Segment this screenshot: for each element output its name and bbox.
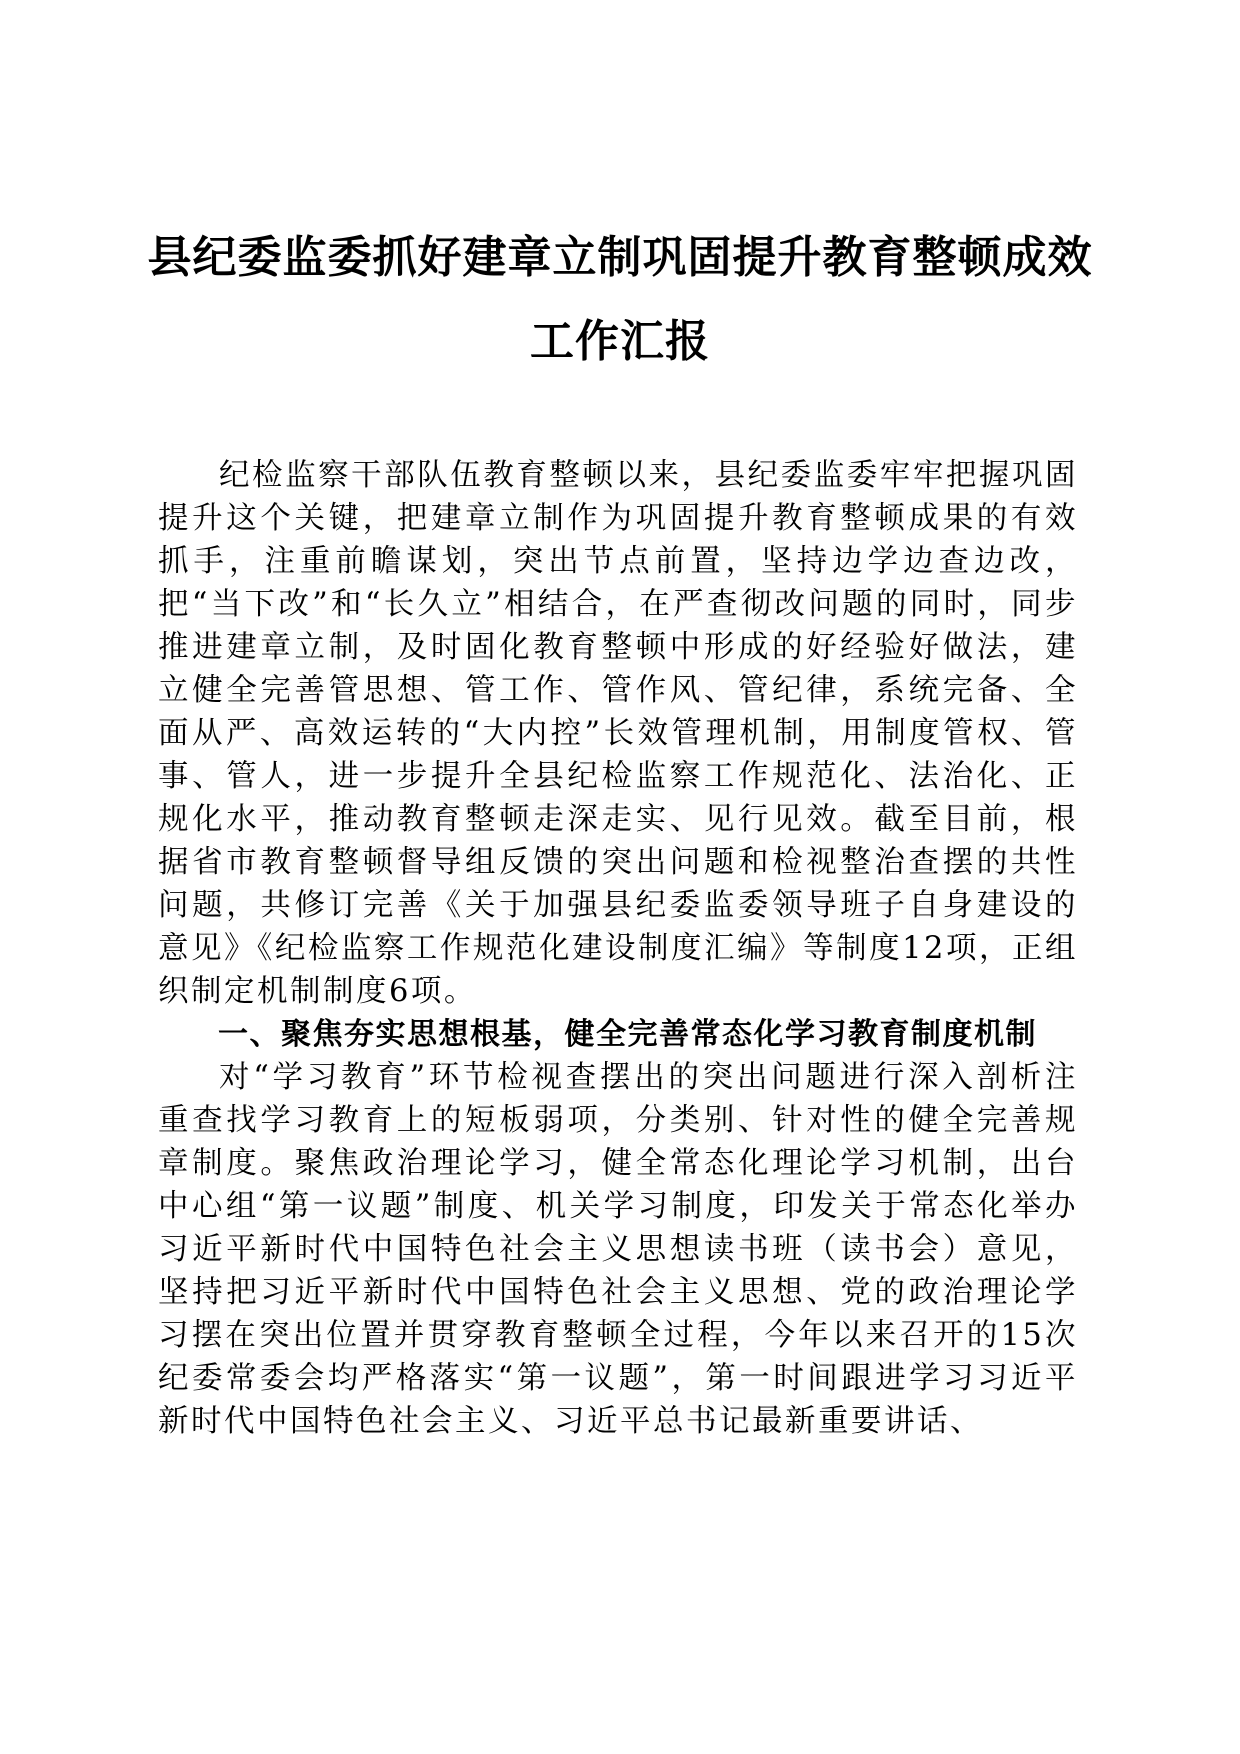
document-body <box>158 454 1078 1443</box>
section-heading: 一、聚焦夯实思想根基，健全完善常态化学习教育制度机制 <box>218 1017 1037 1052</box>
document-title: 县纪委监委抓好建章立制巩固提升教育整顿成效工作汇报 <box>147 232 1093 367</box>
section-paragraph: 对“学习教育”环节检视查摆出的突出问题进行深入剖析注重查找学习教育上的短板弱项，分类别、针对性的健全完善规章制度。聚焦政治理论学习，健全常态化理论学习机制，出台中心组“第一议题”制度、机关学习制度，印发关于常态化举办习近平新时代中国特色社会主义思想读书班（读书会）意见，坚持把习近平新时代中国特色社会主义思想、党的政治理论学习摆在突出位置并贯穿教育整顿全过程，今年以来召开的15次纪委常委会均严格落实“第一议题”，第一时间跟进学习习近平新时代中国特色社会主义、习近平总书记最新重要讲话、 <box>158 1060 1078 1439</box>
intro-paragraph: 纪检监察干部队伍教育整顿以来，县纪委监委牢牢把握巩固提升这个关键，把建章立制作为巩固提升教育整顿成果的有效抓手，注重前瞻谋划，突出节点前置，坚持边学边查边改，把“当下改”和“长久立”相结合，在严查彻改问题的同时，同步推进建章立制，及时固化教育整顿中形成的好经验好做法，建立健全完善管思想、管工作、管作风、管纪律，系统完备、全面从严、高效运转的“大内控”长效管理机制，用制度管权、管事、管人，进一步提升全县纪检监察工作规范化、法治化、正规化水平，推动教育整顿走深走实、见行见效。截至目前，根据省市教育整顿督导组反馈的突出问题和检视整治查摆的共性问题，共修订完善《关于加强县纪委监委领导班子自身建设的意见》《纪检监察工作规范化建设制度汇编》等制度12项，正组织制定机制制度6项。 <box>158 458 1078 1009</box>
